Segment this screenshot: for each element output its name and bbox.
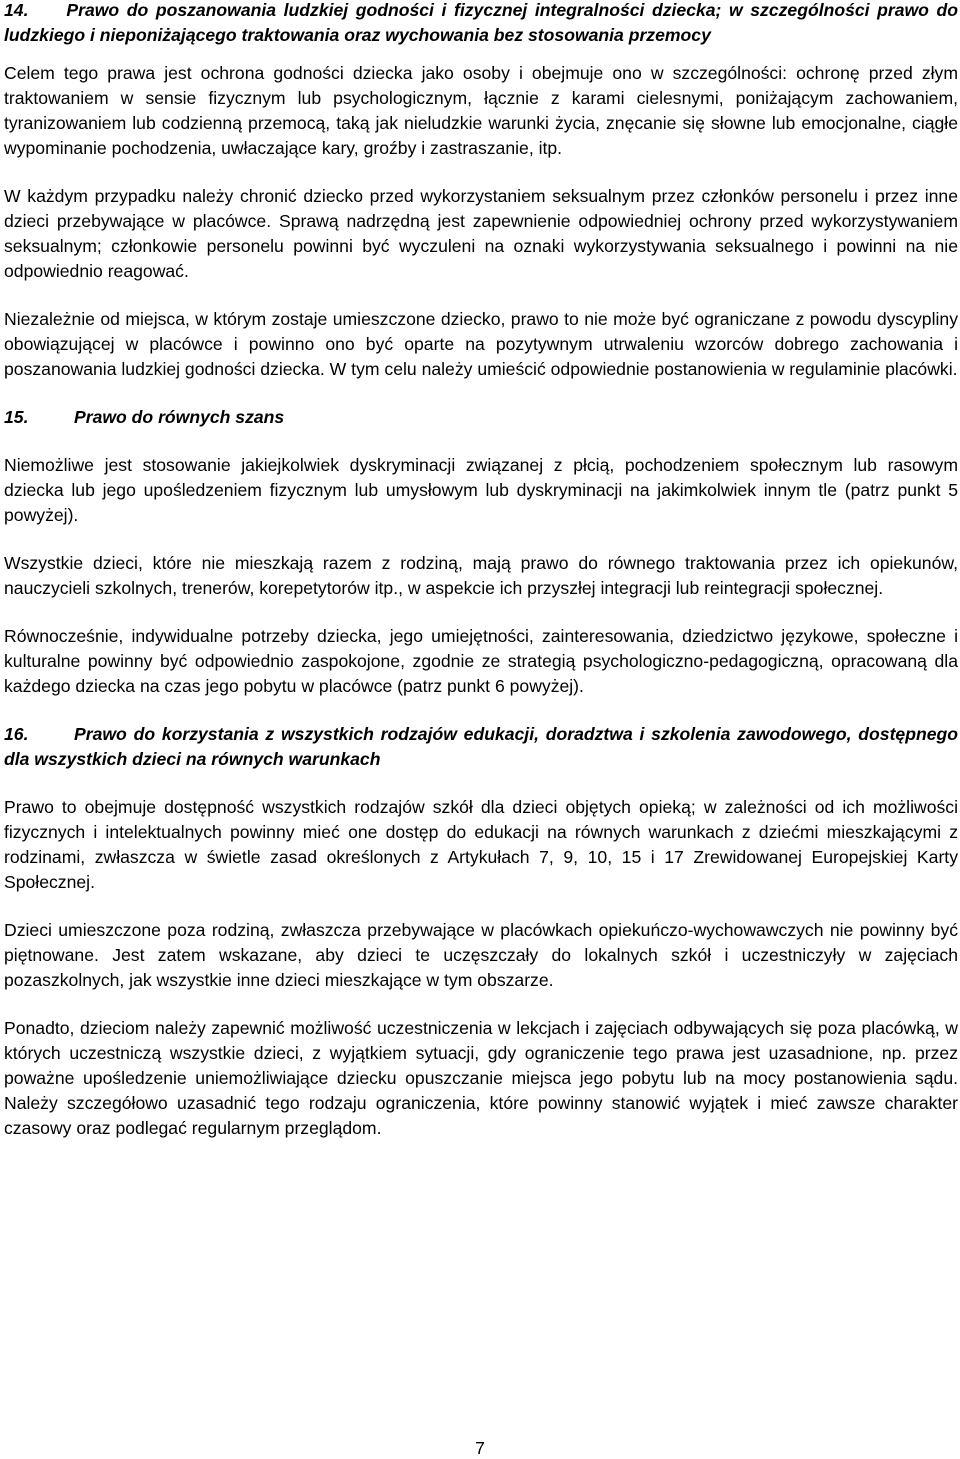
section-16-paragraph-3: Ponadto, dzieciom należy zapewnić możliwość uczestniczenia w lekcjach i zajęciach odbywających się poza placówką, w których uczestniczą wszystkie dzieci, z wyjątkiem sytuacji, gdy ograniczenie tego prawa jest uzasadnione, np. przez poważne upośledzenie uniemożliwiające dziecku opuszczanie miejsca jego pobytu lub na mocy postanowienia sądu. Należy szczegółowo uzasadnić tego rodzaju ograniczenia, które powinny stanowić wyjątek i mieć zawsze charakter czasowy oraz podlegać regularnym przeglądom. [4,1018,958,1138]
section-16-heading [4,722,958,772]
section-14-number: 14. [4,0,29,20]
section-16-paragraph-1: Prawo to obejmuje dostępność wszystkich rodzajów szkół dla dzieci objętych opieką; w zależności od ich możliwości fizycznych i intelektualnych powinny mieć one dostęp do edukacji na równych warunkach z dziećmi mieszkającymi z rodzinami, zwłaszcza w świetle zasad określonych z Artykułach 7, 9, 10, 15 i 17 Zrewidowanej Europejskiej Karty Społecznej. [4,797,958,892]
section-14-paragraph-1: Celem tego prawa jest ochrona godności dziecka jako osoby i obejmuje ono w szczególności: ochronę przed złym traktowaniem w sensie fizycznym lub psychologicznym, łącznie z karami cielesnymi, poniżającym zachowaniem, tyranizowaniem lub codzienną przemocą, taką jak nieludzkie warunki życia, znęcanie się słowne lub emocjonalne, ciągłe wypominanie pochodzenia, uwłaczające kary, groźby i zastraszanie, itp. [4,63,958,158]
section-15-heading [4,405,958,430]
section-14-title: Prawo do poszanowania ludzkiej godności i fizycznej integralności dziecka; w szczególności prawo do ludzkiego i nieponiżającego traktowania oraz wychowania bez stosowania przemocy [4,0,958,45]
section-16-number: 16. [4,724,29,744]
section-15-title: Prawo do równych szans [74,407,285,427]
section-16-paragraph-2: Dzieci umieszczone poza rodziną, zwłaszcza przebywające w placówkach opiekuńczo-wychowawczych nie powinny być piętnowane. Jest zatem wskazane, aby dzieci te uczęszczały do lokalnych szkół i uczestniczyły w zajęciach pozaszkolnych, jak wszystkie inne dzieci mieszkające w tym obszarze. [4,920,958,990]
document-page [4,0,958,1141]
page-number: 7 [475,1438,485,1458]
section-16-title: Prawo do korzystania z wszystkich rodzajów edukacji, doradztwa i szkolenia zawodowego, dostępnego dla wszystkich dzieci na równych warunkach [4,724,958,769]
section-14-paragraph-2: W każdym przypadku należy chronić dziecko przed wykorzystaniem seksualnym przez członków personelu i przez inne dzieci przebywające w placówce. Sprawą nadrzędną jest zapewnienie odpowiedniej ochrony przed wykorzystywaniem seksualnym; członkowie personelu powinni być wyczuleni na oznaki wykorzystywania seksualnego i powinni na nie odpowiednio reagować. [4,186,958,281]
section-15-paragraph-3: Równocześnie, indywidualne potrzeby dziecka, jego umiejętności, zainteresowania, dziedzictwo językowe, społeczne i kulturalne powinny być odpowiednio zaspokojone, zgodnie ze strategią psychologiczno-pedagogiczną, opracowaną dla każdego dziecka na czas jego pobytu w placówce (patrz punkt 6 powyżej). [4,626,958,696]
section-15-paragraph-1: Niemożliwe jest stosowanie jakiejkolwiek dyskryminacji związanej z płcią, pochodzeniem społecznym lub rasowym dziecka lub jego upośledzeniem fizycznym lub umysłowym lub dyskryminacji na jakimkolwiek innym tle (patrz punkt 5 powyżej). [4,455,958,525]
section-15-paragraph-2: Wszystkie dzieci, które nie mieszkają razem z rodziną, mają prawo do równego traktowania przez ich opiekunów, nauczycieli szkolnych, trenerów, korepetytorów itp., w aspekcie ich przyszłej integracji lub reintegracji społecznej. [4,553,958,598]
section-14-paragraph-3: Niezależnie od miejsca, w którym zostaje umieszczone dziecko, prawo to nie może być ograniczane z powodu dyscypliny obowiązującej w placówce i powinno ono być oparte na pozytywnym utrwaleniu wzorców dobrego zachowania i poszanowania ludzkiej godności dziecka. W tym celu należy umieścić odpowiednie postanowienia w regulaminie placówki. [4,309,958,379]
section-14-heading [4,0,958,48]
section-15-number: 15. [4,407,29,427]
